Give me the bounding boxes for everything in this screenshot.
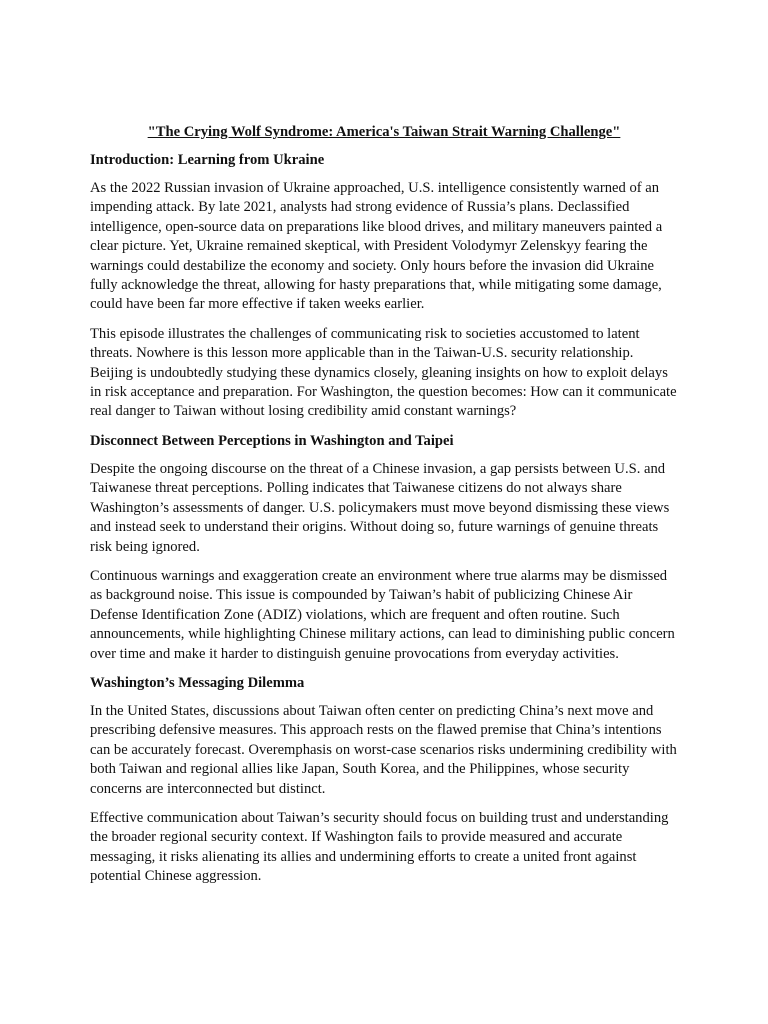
section-messaging-dilemma xyxy=(90,674,678,887)
paragraph: As the 2022 Russian invasion of Ukraine approached, U.S. intelligence consistently warned of an impending attack. By late 2021, analysts had strong evidence of Russia’s plans. Declassified intelligence, open-source data on preparations like blood drives, and military maneuvers painted a clear picture. Yet, Ukraine remained skeptical, with President Volodymyr Zelenskyy fearing the warnings could destabilize the economy and society. Only hours before the invasion did Ukraine fully acknowledge the threat, allowing for hasty preparations that, while mitigating some damage, could have been far more effective if taken weeks earlier. xyxy=(90,180,663,313)
section-introduction xyxy=(90,151,678,422)
paragraph: Effective communication about Taiwan’s security should focus on building trust and understanding the broader regional security context. If Washington fails to provide measured and accurate messaging, it risks alienating its allies and undermining efforts to create a united front against potential Chinese aggression. xyxy=(90,809,669,885)
section-perception-disconnect xyxy=(90,432,678,664)
paragraph: In the United States, discussions about Taiwan often center on predicting China’s next move and prescribing defensive measures. This approach rests on the flawed premise that China’s intentions can be accurately forecast. Overemphasis on worst-case scenarios risks undermining credibility with both Taiwan and regional allies like Japan, South Korea, and the Philippines, whose security concerns are interconnected but distinct. xyxy=(90,702,677,797)
section-heading: Introduction: Learning from Ukraine xyxy=(90,152,325,168)
section-heading: Disconnect Between Perceptions in Washington and Taipei xyxy=(90,432,454,449)
paragraph: Despite the ongoing discourse on the threat of a Chinese invasion, a gap persists between U.S. and Taiwanese threat perceptions. Polling indicates that Taiwanese citizens do not always share Washington’s assessments of danger. U.S. policymakers must move beyond dismissing these views and instead seek to understand their origins. Without doing so, future warnings of genuine threats risk being ignored. xyxy=(90,460,670,555)
paragraph: Continuous warnings and exaggeration create an environment where true alarms may be dismissed as background noise. This issue is compounded by Taiwan’s habit of publicizing Chinese Air Defense Identification Zone (ADIZ) violations, which are frequent and often routine. Such announcements, while highlighting Chinese military actions, can lead to diminishing public concern over time and make it harder to distinguish genuine provocations from everyday activities. xyxy=(90,567,675,662)
section-heading: Washington’s Messaging Dilemma xyxy=(90,674,305,691)
paragraph: This episode illustrates the challenges of communicating risk to societies accustomed to latent threats. Nowhere is this lesson more applicable than in the Taiwan-U.S. security relationship. Beijing is undoubtedly studying these dynamics closely, gleaning insights on how to exploit delays in risk acceptance and preparation. For Washington, the question becomes: How can it communicate real danger to Taiwan without losing credibility amid constant warnings? xyxy=(90,325,677,420)
document-title: "The Crying Wolf Syndrome: America's Taiwan Strait Warning Challenge" xyxy=(147,124,621,140)
document-body xyxy=(90,123,678,897)
